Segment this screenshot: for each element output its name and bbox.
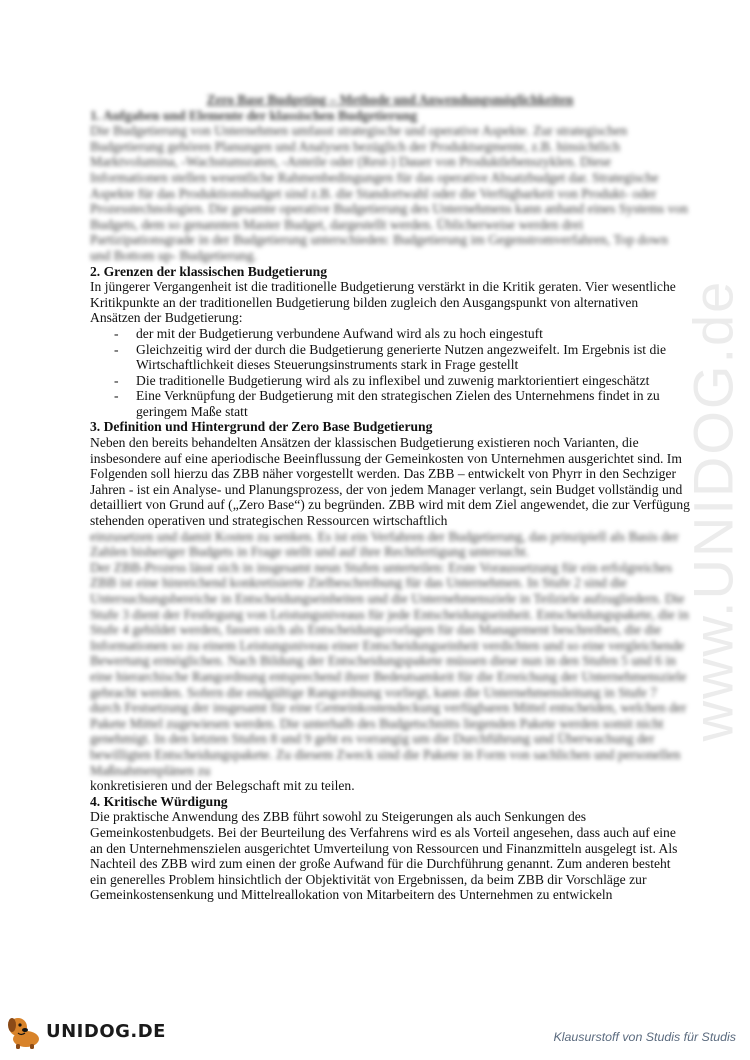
section-4-heading: 4. Kritische Würdigung — [90, 793, 228, 809]
bullet-text: Eine Verknüpfung der Budgetierung mit den strategischen Zielen des Unternehmens findet in zu geringem Maße statt — [136, 388, 660, 419]
logo-text: UNIDOG.DE — [46, 1020, 166, 1042]
list-item — [90, 342, 690, 373]
watermark-text: www.UNIDOG.de — [681, 279, 745, 741]
section-2-heading: 2. Grenzen der klassischen Budgetierung — [90, 263, 328, 279]
dash-marker: - — [114, 325, 119, 341]
section-3-blurred-paragraph: einzusetzen und damit Kosten zu senken. Es ist ein Verfahren der Budgetierung, das prinzipiell als Basis der Zahlen bisheriger Budgets in Frage stellt und auf ihre Rechtfertigung untersucht. — [90, 528, 679, 560]
section-2-bullet-list — [90, 326, 690, 420]
dog-icon — [4, 1011, 44, 1051]
blurred-intro — [90, 92, 690, 264]
section-4-paragraph: Die praktische Anwendung des ZBB führt sowohl zu Steigerungen als auch Senkungen des Gemeinkostenbudgets. Bei der Beurteilung des Verfahrens wird es als Vorteil angesehen, dass auch auf eine an den Unternehmenszielen ausgerichtet Umverteilung von Ressourcen und Finanzmitteln ausgelegt ist. Als Nachteil des ZBB wird zum einen der große Aufwand für die Durchführung genannt. Zum anderen besteht ein generelles Problem hinsichtlich der Objektivität von Ergebnissen, da beim ZBB dir Vorschläge zur Gemeinkostensenkung und Mittelreallokation von Mitarbeitern des Unternehmen zu entwickeln — [90, 809, 678, 903]
section-3-heading: 3. Definition und Hintergrund der Zero Base Budgetierung — [90, 419, 433, 435]
section-3-closing: konkretisieren und der Belegschaft mit zu teilen. — [90, 778, 355, 794]
section-1-paragraph: Die Budgetierung von Unternehmen umfasst strategische und operative Aspekte. Zur strategischen Budgetierung gehören Planungen und Analysen bezüglich der Produktsegmente, z.B. hinsichtlich Marktvolumina, -Wachstumsraten, -Anteile oder (Rest-) Dauer von Produktlebenszyklen. Diese Informationen stellen wesentliche Rahmenbedingungen für das operative Absatzbudget dar. Strategische Aspekte für das Produktionsbudget sind z.B. die Standortwahl oder die Verfügbarkeit von Produkt- oder Prozesstechnologien. Die gesamte operative Budgetierung des Unternehmens kann anhand eines Systems von Budgets, dem so genannten Master Budget, dargestellt werden. Üblicherweise werden drei Partizipationsgrade in der Budgetierung unterschieden: Budgetierung im Gegenstromverfahren, Top down und Bottom up- Budgetierung. — [90, 123, 688, 263]
list-item — [90, 326, 690, 342]
document-content — [90, 92, 690, 903]
bullet-text: Gleichzeitig wird der durch die Budgetierung generierte Nutzen angezweifelt. Im Ergebnis ist die Wirtschaftlichkeit dieses Steuerungsinstruments stark in Frage gestellt — [136, 341, 667, 373]
section-3-blurred-paragraph: Der ZBB-Prozess lässt sich in insgesamt neun Stufen unterteilen: Erste Voraussetzung für ein erfolgreiches ZBB ist eine hinreichend konkretisierte Zielbeschreibung für das Unternehmen. In Stufe 2 sind die Untersuchungsbereiche in Entscheidungseinheiten und die Unternehmensziele in Teilziele aufzugliedern. Die Stufe 3 dient der Festlegung von Leistungsniveaus für jede Entscheidungseinheit. Entscheidungspakete, die in Stufe 4 gebildet werden, fassen sich als Entscheidungsvorlagen für das Management beschreiben, die die Informationen so zu einem Leistungsniveau einer Entscheidungseinheit verdichten und so eine vergleichende Bewertung ermöglichen. Nach Bildung der Entscheidungspakete müssen diese nun in den Stufen 5 und 6 in eine hierarchische Rangordnung entsprechend ihrer Bedeutsamkeit für die Erreichung der Unternehmensziele gebracht werden. Sofern die endgültige Rangordnung vorliegt, kann die Unternehmensleitung in Stufe 7 durch Festsetzung der insgesamt für eine Gemeinkostendeckung verfügbaren Mittel entscheiden, welchen der Pakete Mittel zugewiesen werden. Die unterhalb des Budgetschnitts liegenden Pakete werden somit nicht genehmigt. In den letzten Stufen 8 und 9 geht es vorrangig um die Durchführung und Überwachung der bewilligten Entscheidungspakete. Zu diesem Zweck sind die Pakete in Form von sachlichen und personellen Maßnahmenplänen zu — [90, 559, 689, 778]
section-2-paragraph: In jüngerer Vergangenheit ist die traditionelle Budgetierung verstärkt in die Kritik geraten. Vier wesentliche Kritikpunkte an der traditionellen Budgetierung bilden zugleich den Ausgangspunkt von alternativen Ansätzen der Budgetierung: — [90, 279, 676, 326]
dash-marker: - — [114, 372, 119, 388]
list-item — [90, 373, 690, 389]
document-title: Zero Base Budgeting – Methode und Anwendungsmöglichkeiten — [206, 92, 574, 107]
unidog-logo — [4, 1010, 166, 1052]
blurred-middle — [90, 529, 690, 779]
section-1-heading: 1. Aufgaben und Elemente der klassischen Budgetierung — [90, 107, 418, 123]
section-3-paragraph: Neben den bereits behandelten Ansätzen der klassischen Budgetierung existieren noch Varianten, die insbesondere auf eine aperiodische Beeinflussung der Gemeinkosten von Unternehmen ausgerichtet sind. Im Folgenden soll hierzu das ZBB näher vorgestellt werden. Das ZBB – entwickelt von Phyrr in den Sechziger Jahren - ist ein Analyse- und Planungsprozess, der von jedem Manager verlangt, sein Budget vollständig und detailliert von Grund auf („Zero Base“) zu begründen. ZBB wird mit dem Ziel angewendet, die zur Verfügung stehenden operativen und strategischen Ressourcen wirtschaftlich — [90, 435, 690, 529]
dash-marker: - — [114, 388, 119, 404]
list-item — [90, 388, 690, 419]
dash-marker: - — [114, 341, 119, 357]
bullet-text: der mit der Budgetierung verbundene Aufwand wird als zu hoch eingestuft — [136, 325, 543, 341]
bullet-text: Die traditionelle Budgetierung wird als zu inflexibel und zuwenig marktorientiert eingeschätzt — [136, 372, 650, 388]
footer-tagline: Klausurstoff von Studis für Studis — [553, 1030, 736, 1044]
